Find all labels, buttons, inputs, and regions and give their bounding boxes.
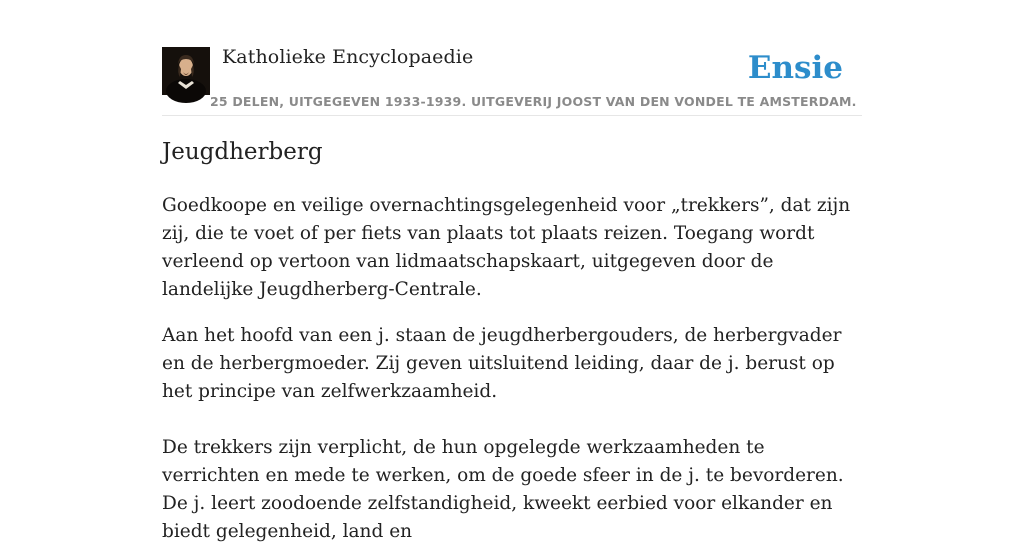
article-title: Jeugdherberg: [162, 139, 323, 165]
site-header: [162, 46, 862, 116]
portrait-avatar-graphic: [162, 47, 210, 95]
article-paragraph: Goedkoope en veilige overnachtingsgelegenheid voor „trekkers”, dat zijn zij, die te voet of per fiets van plaats tot plaats reizen. Toegang wordt verleend op vertoon van lidmaatschapskaart, uitgegeven door de landelijke Jeugdherberg-Centrale.: [162, 195, 851, 300]
article-paragraph: Aan het hoofd van een j. staan de jeugdherbergouders, de herbergvader en de herbergmoeder. Zij geven uitsluitend leiding, daar de j. berust op het principe van zelfwerkzaamheid.: [162, 325, 842, 402]
portrait-avatar-icon[interactable]: [162, 47, 210, 95]
site-subtitle: 25 DELEN, UITGEGEVEN 1933-1939. UITGEVERIJ JOOST VAN DEN VONDEL TE AMSTERDAM.: [210, 94, 857, 109]
site-title[interactable]: Katholieke Encyclopaedie: [222, 46, 474, 68]
brand-logo[interactable]: Ensie: [747, 50, 843, 86]
article-paragraph: De trekkers zijn verplicht, de hun opgelegde werkzaamheden te verrichten en mede te werken, om de goede sfeer in de j. te bevorderen. De j. leert zoodoende zelfstandigheid, kweekt eerbied voor elkander en biedt gelegenheid, land en: [162, 437, 844, 542]
